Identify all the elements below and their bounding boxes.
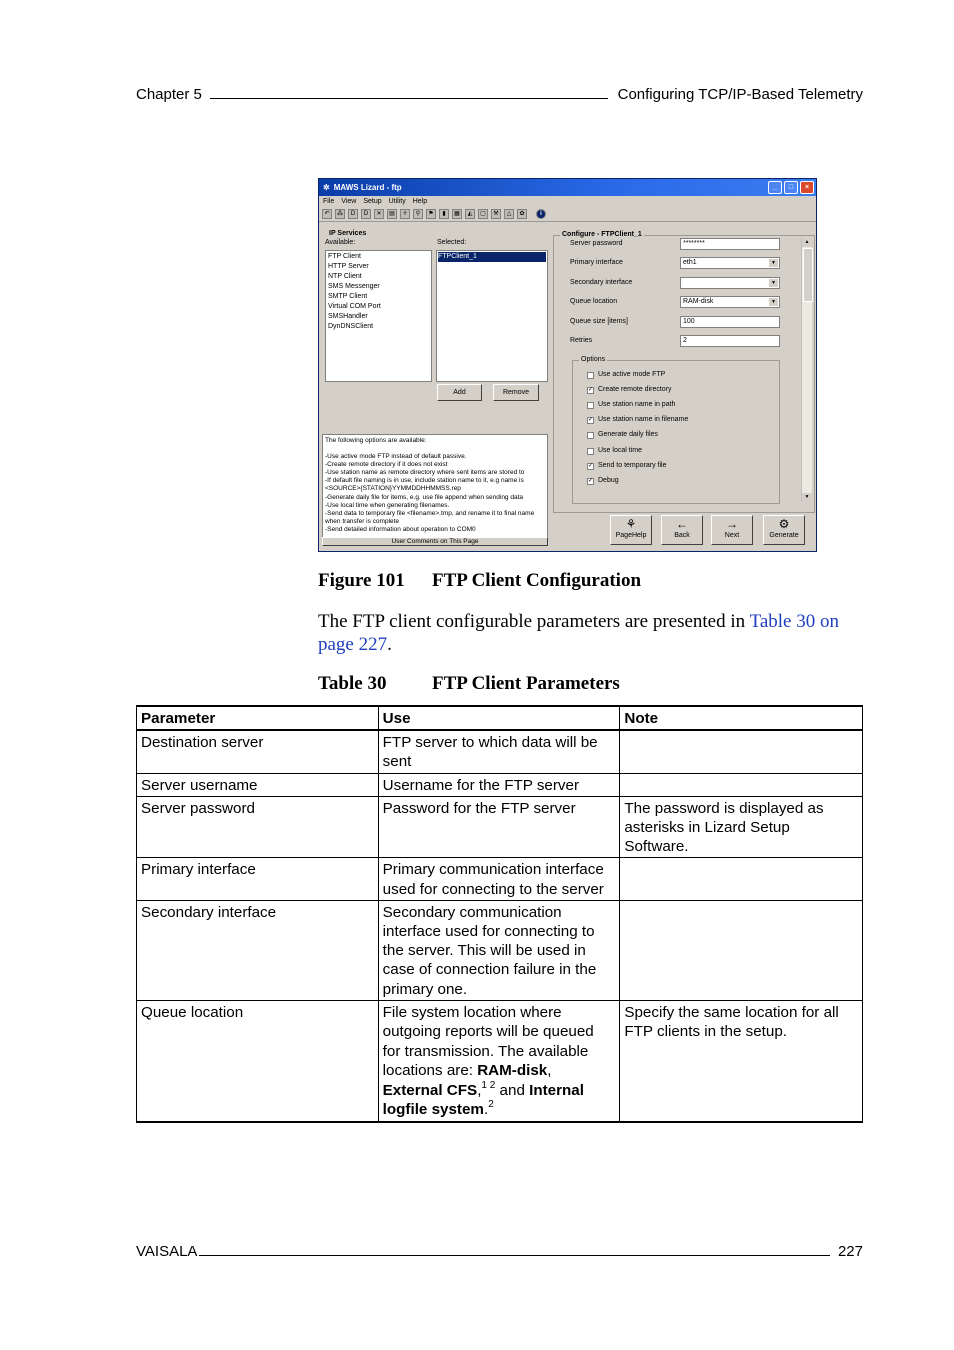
dev-icon[interactable]: D <box>348 209 358 219</box>
help-line: -Create remote directory if it does not exist <box>325 461 448 469</box>
help-line: The following options are available: <box>325 437 427 444</box>
field-value: eth1 <box>683 259 697 266</box>
queue-use-part: , <box>547 1062 552 1080</box>
config-field[interactable] <box>680 238 780 250</box>
table-cell <box>620 773 863 796</box>
config-field[interactable] <box>680 296 780 308</box>
config-field[interactable] <box>680 335 780 347</box>
next-arrow-icon: → <box>726 517 738 531</box>
scroll-up-icon[interactable]: ▲ <box>802 238 812 247</box>
option-checkbox[interactable]: ✓ <box>588 462 594 469</box>
option-checkbox[interactable] <box>587 448 594 455</box>
tools-icon[interactable]: ✕ <box>374 209 384 219</box>
dev2-icon[interactable]: D <box>361 209 371 219</box>
available-services-list[interactable] <box>325 250 432 382</box>
tool-icon[interactable]: ⚒ <box>491 209 501 219</box>
table-row <box>137 730 863 773</box>
table-row <box>137 1000 863 1122</box>
menu-bar <box>319 196 816 207</box>
option-label: Create remote directory <box>598 386 672 394</box>
queue-use-part: Internal logfile system <box>382 1081 584 1119</box>
table-cell: Server password <box>137 796 379 858</box>
config-field[interactable] <box>680 277 780 289</box>
option-label: Use active mode FTP <box>598 371 666 378</box>
config-field[interactable] <box>680 257 780 269</box>
help-line: -Generate daily file for items, e.g. use file append when sending data <box>325 493 524 501</box>
footer-rule <box>199 1243 830 1256</box>
field-label: Retries <box>570 337 593 344</box>
table-row <box>137 858 863 900</box>
list-item[interactable]: SMTP Client <box>328 293 368 300</box>
menu-item-setup[interactable]: Setup <box>363 198 382 205</box>
queue-use-part: File system location where outgoing reports will be queued for transmission. The available locations are: <box>382 1003 594 1080</box>
generate-button[interactable] <box>763 515 805 545</box>
menu-item-file[interactable]: File <box>323 198 335 205</box>
person-icon[interactable]: ☥ <box>400 209 410 219</box>
header-section-title: Configuring TCP/IP-Based Telemetry <box>617 86 863 103</box>
help-text-box[interactable] <box>322 434 548 546</box>
maws-lizard-window <box>318 178 817 552</box>
option-checkbox[interactable] <box>587 432 594 439</box>
open-icon[interactable]: ↶ <box>322 209 332 219</box>
help-line: -Send data to temporary file <filename>.tmp, and rename it to final name <box>325 509 535 517</box>
chevron-down-icon[interactable]: ▼ <box>769 279 778 287</box>
menu-item-view[interactable]: View <box>341 198 357 205</box>
help-line: -Use active mode FTP instead of default passive. <box>325 453 467 461</box>
button-label: Back <box>674 532 690 539</box>
option-label: Send to temporary file <box>598 461 667 469</box>
field-value: 100 <box>683 318 695 325</box>
graph-icon[interactable]: ◭ <box>465 209 475 219</box>
user-comments-button[interactable]: User Comments on This Page <box>322 537 548 546</box>
footer-page-number: 227 <box>837 1243 863 1260</box>
bell-icon[interactable]: △ <box>504 209 514 219</box>
queue-use-part: , <box>477 1081 482 1099</box>
gear-icon[interactable]: ✿ <box>517 209 527 219</box>
table-reference-link[interactable]: Table 30 on page 227 <box>318 611 839 655</box>
chevron-down-icon[interactable]: ▼ <box>769 259 778 267</box>
field-label: Secondary interface <box>570 279 633 286</box>
queue-use-part: . <box>483 1101 489 1119</box>
table-cell: Secondary interface <box>137 900 379 1000</box>
option-checkbox[interactable]: ✓ <box>588 417 594 424</box>
table-cell: Primary communication interface used for connecting to the server <box>378 858 620 900</box>
chart-icon[interactable]: ▮ <box>439 209 449 219</box>
walk-icon[interactable]: ⚲ <box>413 209 423 219</box>
list-item[interactable]: DynDNSClient <box>328 323 374 330</box>
button-label: Generate <box>769 532 799 539</box>
field-label: Queue size [items] <box>570 318 628 325</box>
option-label: Use station name in filename <box>598 416 689 424</box>
table-cell: Server username <box>137 773 379 796</box>
footer-company: VAISALA <box>136 1243 198 1260</box>
selected-label: Selected: <box>437 239 467 246</box>
figure-number: Figure 101 <box>318 570 405 591</box>
options-title: Options <box>581 356 606 363</box>
back-button[interactable] <box>661 515 703 545</box>
table-cell: Password for the FTP server <box>378 796 620 858</box>
help-line: -Send detailed information about operation to COM0 <box>325 525 476 533</box>
intro-paragraph <box>318 610 863 656</box>
flag-icon[interactable]: ⚑ <box>426 209 436 219</box>
generate-icon: ⚙ <box>778 517 790 531</box>
field-label: Primary interface <box>570 259 623 266</box>
help-line: -Use station name as remote directory where sent items are stored to <box>325 469 525 477</box>
option-label: Generate daily files <box>598 431 658 439</box>
queue-use-part: RAM-disk <box>477 1062 548 1080</box>
field-value: ******** <box>683 240 705 247</box>
table-cell <box>620 730 863 773</box>
table-title: FTP Client Parameters <box>432 673 620 694</box>
table-cell: Queue location <box>137 1000 379 1122</box>
button-label: PageHelp <box>615 532 647 539</box>
list-item-selected[interactable]: FTPClient_1 <box>438 252 546 262</box>
table-row <box>137 796 863 858</box>
add-button[interactable]: Add <box>437 384 482 401</box>
table-cell <box>620 900 863 1000</box>
window-title: MAWS Lizard - ftp <box>333 183 402 192</box>
network-icon[interactable]: ⁂ <box>337 211 343 217</box>
table-cell: Username for the FTP server <box>378 773 620 796</box>
help-line <box>325 445 545 453</box>
header-note: Note <box>620 706 863 730</box>
next-button[interactable] <box>711 515 753 545</box>
list-item[interactable]: NTP Client <box>328 273 362 280</box>
grid-icon[interactable]: ▤ <box>387 209 397 219</box>
field-value: RAM-disk <box>683 298 714 305</box>
table-cell: Primary interface <box>137 858 379 900</box>
info-icon[interactable]: i <box>536 209 546 219</box>
table-row <box>137 773 863 796</box>
field-label: Queue location <box>570 298 618 305</box>
option-checkbox[interactable]: ✓ <box>588 387 594 394</box>
help-icon: ⚘ <box>625 517 637 531</box>
list-item[interactable]: HTTP Server <box>328 263 369 270</box>
button-label: Next <box>724 532 740 539</box>
table-number: Table 30 <box>318 673 387 694</box>
paragraph-end: . <box>387 634 392 655</box>
menu-item-utility[interactable]: Utility <box>388 198 406 205</box>
table-header-row <box>137 706 863 730</box>
ip-services-group <box>323 230 551 406</box>
page-footer <box>136 1243 863 1260</box>
list-item[interactable]: Virtual COM Port <box>328 303 381 310</box>
list-item[interactable]: SMS Messenger <box>328 283 380 290</box>
field-label: Server password <box>570 240 623 247</box>
table-row <box>137 900 863 1000</box>
paragraph-text: The FTP client configurable parameters are presented in <box>318 611 750 632</box>
help-line: -If default file naming is in use, include station name to it, e.g name is <box>325 477 524 485</box>
option-label: Use local time <box>598 446 642 454</box>
header-chapter: Chapter 5 <box>136 86 202 103</box>
queue-use-part: 1 2 <box>481 1079 496 1091</box>
table-cell: The password is displayed as asterisks in Lizard Setup Software. <box>620 796 863 858</box>
table-cell: Specify the same location for all FTP clients in the setup. <box>620 1000 863 1122</box>
option-checkbox[interactable]: ✓ <box>588 477 594 484</box>
configure-group <box>553 231 815 513</box>
menu-item-help[interactable]: Help <box>412 198 428 205</box>
chevron-down-icon[interactable]: ▼ <box>769 298 778 306</box>
ftp-client-parameters-table <box>136 705 863 1123</box>
option-label: Use station name in path <box>598 401 676 409</box>
header-rule <box>210 86 608 99</box>
app-icon: ✲ <box>323 183 330 192</box>
help-line: when transfer is complete <box>325 517 400 525</box>
table-cell: FTP server to which data will be sent <box>378 730 620 773</box>
config-scrollbar[interactable] <box>801 238 812 502</box>
header-use: Use <box>378 706 620 730</box>
option-checkbox[interactable] <box>587 402 594 409</box>
table-cell: Destination server <box>137 730 379 773</box>
selected-services-list[interactable] <box>436 250 548 382</box>
ip-services-title: IP Services <box>329 230 367 237</box>
header-parameter: Parameter <box>137 706 379 730</box>
scroll-down-icon[interactable]: ▼ <box>802 493 812 502</box>
config-field[interactable] <box>680 316 780 328</box>
option-checkbox[interactable] <box>587 372 594 379</box>
minimize-icon[interactable]: _ <box>768 181 782 194</box>
queue-use-part: and <box>495 1081 530 1099</box>
queue-use-part: 2 <box>488 1099 494 1111</box>
figure-title: FTP Client Configuration <box>432 570 642 591</box>
field-value: 2 <box>683 337 687 344</box>
help-line: <SOURCE>{STATION}YYMMDDHHMMSS.rep <box>325 485 461 493</box>
close-icon[interactable]: × <box>800 181 814 194</box>
list-item[interactable]: SMSHandler <box>328 313 368 320</box>
page-header <box>136 86 863 103</box>
table-cell: Secondary communication interface used for connecting to the server. This will be used in case of connection failure in the primary one. <box>378 900 620 1000</box>
option-label: Debug <box>598 476 619 484</box>
remove-button[interactable]: Remove <box>493 384 539 401</box>
configure-title: Configure - FTPClient_1 <box>562 231 642 238</box>
scroll-thumb[interactable] <box>803 248 813 302</box>
window-titlebar <box>319 179 816 196</box>
back-arrow-icon: ← <box>676 517 688 531</box>
queue-use-part: External CFS <box>382 1081 478 1099</box>
table-cell <box>378 1000 620 1122</box>
page-icon[interactable]: ▢ <box>478 209 488 219</box>
available-label: Available: <box>325 239 356 246</box>
toolbar <box>319 207 816 222</box>
pagehelp-button[interactable] <box>610 515 652 545</box>
help-line: -Use local time when generating filenames. <box>325 501 450 509</box>
building-icon[interactable]: ▦ <box>452 209 462 219</box>
table-cell <box>620 858 863 900</box>
maximize-icon[interactable]: □ <box>784 181 798 194</box>
options-group <box>572 356 780 504</box>
list-item[interactable]: FTP Client <box>328 253 361 260</box>
